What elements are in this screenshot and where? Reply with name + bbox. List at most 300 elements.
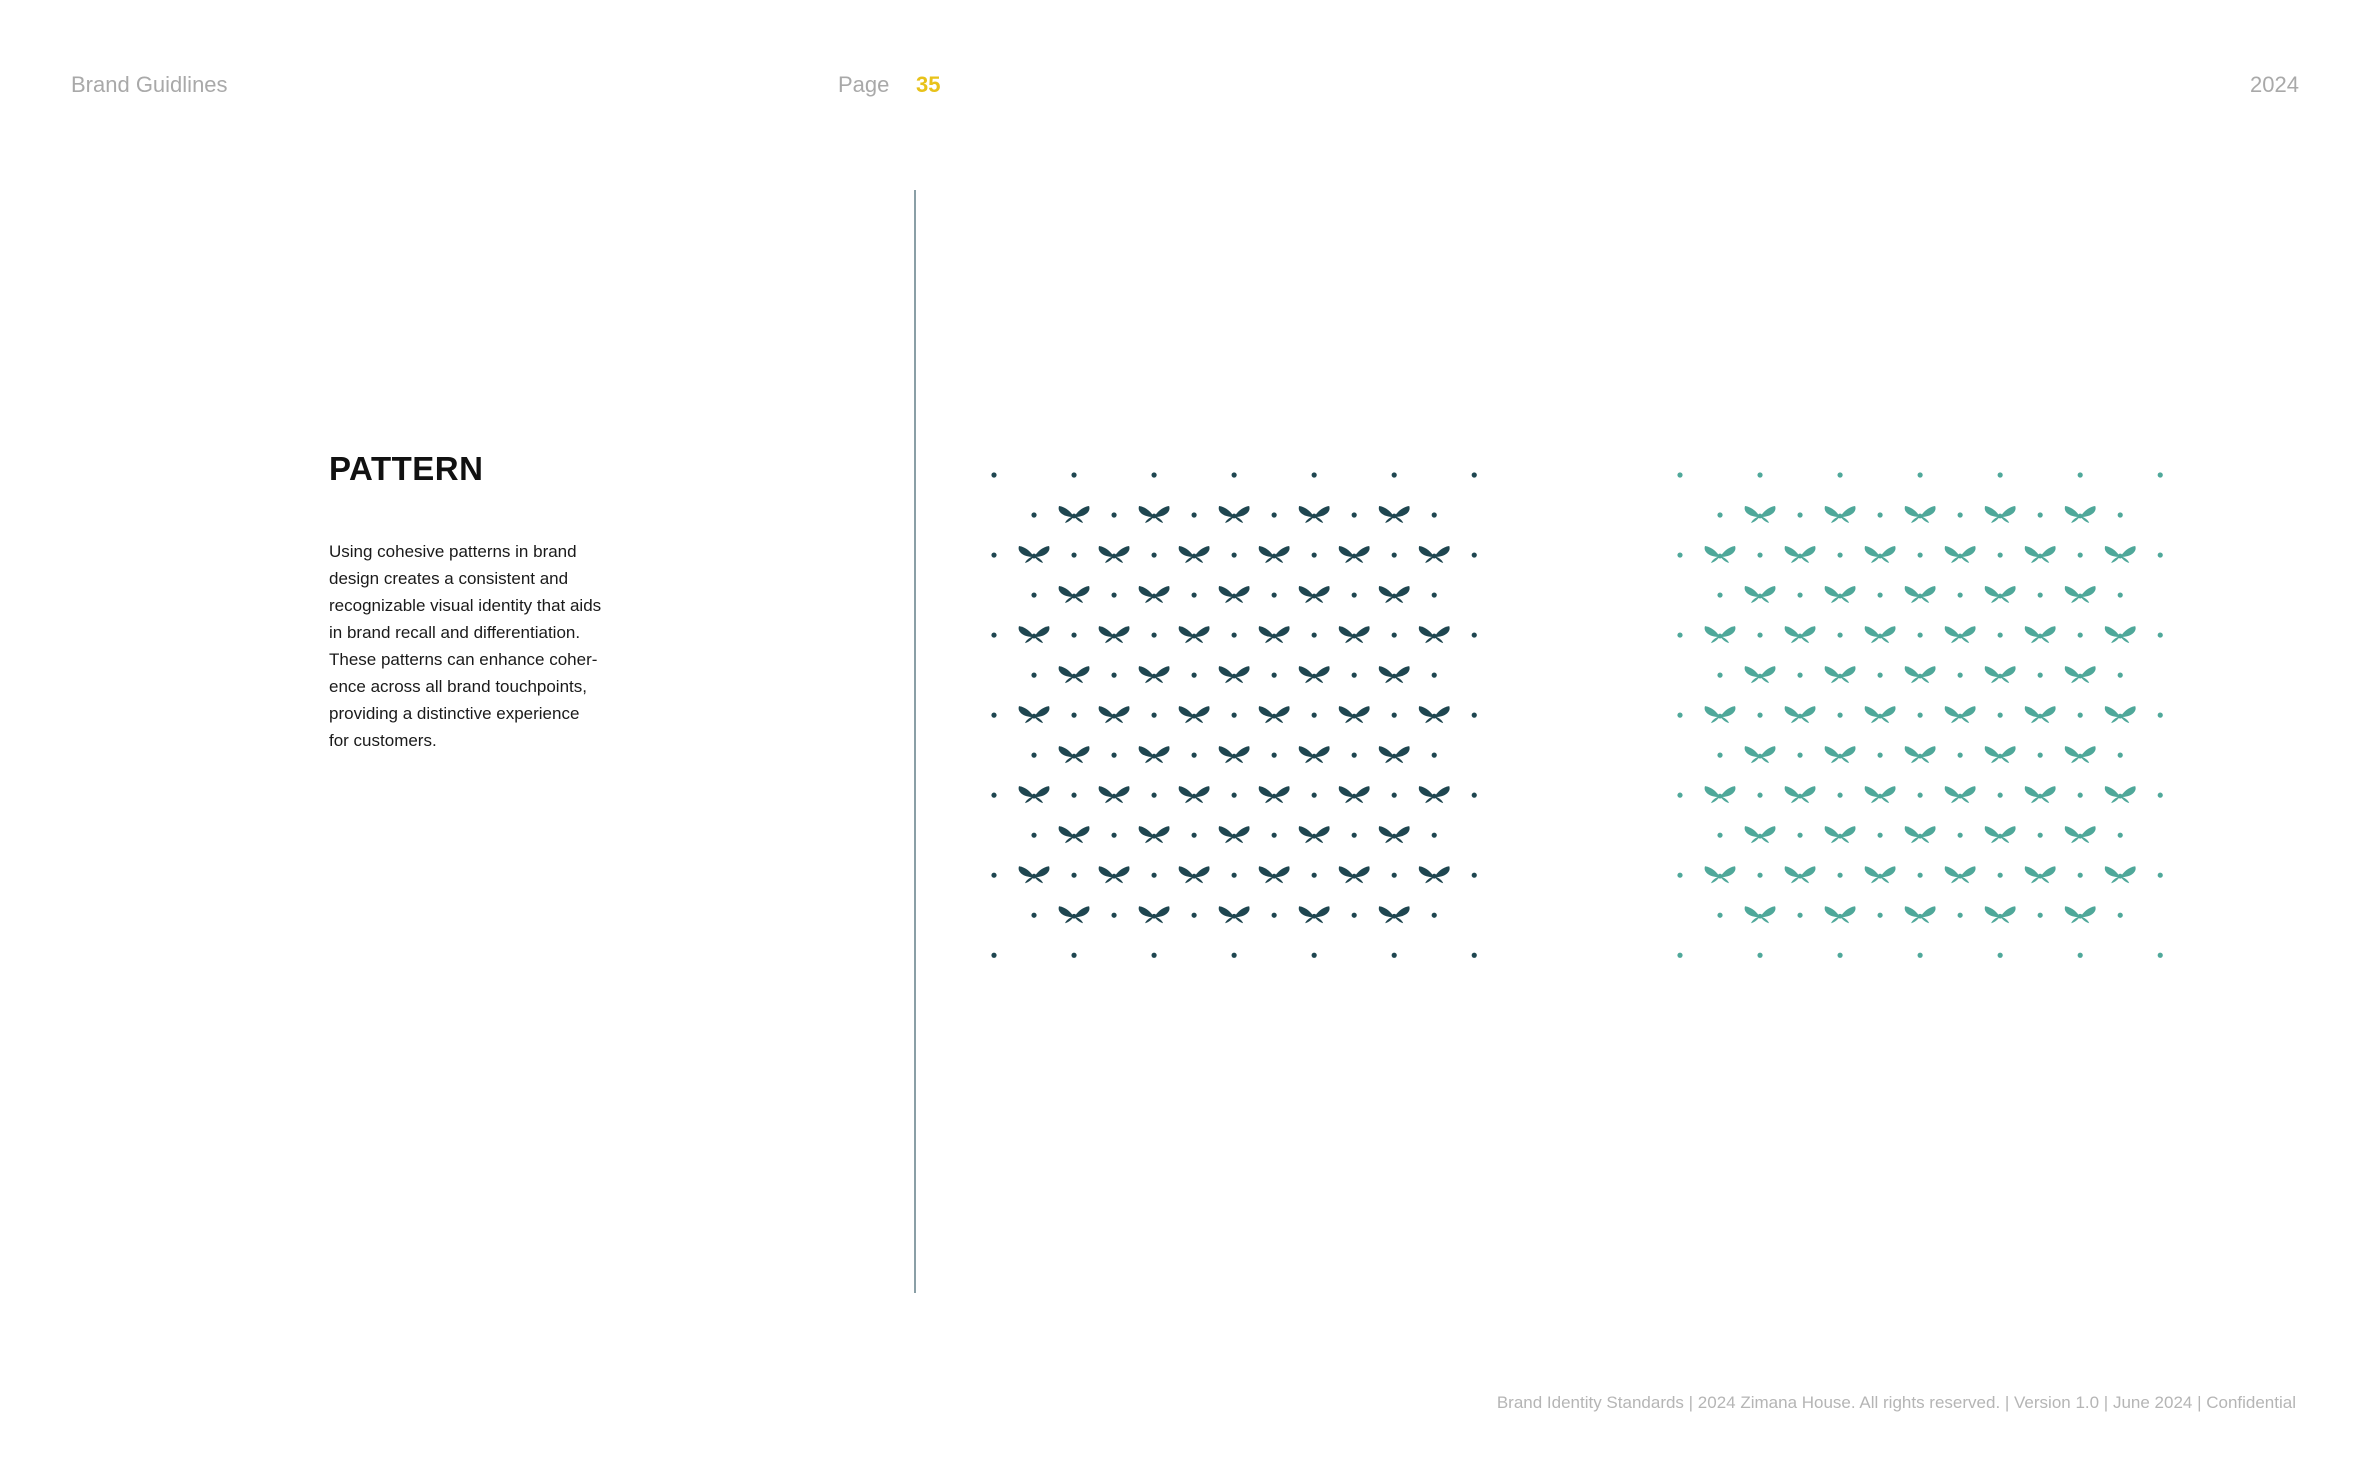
pattern-dot <box>1837 953 1842 958</box>
flower-motif-icon <box>1059 666 1090 683</box>
pattern-dot <box>1757 713 1762 718</box>
flower-motif-icon <box>1299 906 1330 923</box>
pattern-dot <box>1918 953 1923 958</box>
flower-motif-icon <box>1865 626 1896 643</box>
pattern-dot <box>1918 632 1923 637</box>
flower-motif-icon <box>1139 586 1170 603</box>
flower-motif-icon <box>1785 786 1816 803</box>
pattern-dot <box>2038 753 2043 758</box>
pattern-dot <box>1392 632 1397 637</box>
flower-motif-icon <box>1019 626 1050 643</box>
pattern-dot <box>1111 512 1116 517</box>
flower-motif-icon <box>1219 906 1250 923</box>
pattern-dot <box>1432 913 1437 918</box>
body-line: recognizable visual identity that aids <box>329 596 602 615</box>
body-line: design creates a consistent and <box>329 569 569 588</box>
flower-motif-icon <box>1745 586 1776 603</box>
document-title: Brand Guidlines <box>71 72 228 97</box>
pattern-dot <box>1031 512 1036 517</box>
flower-motif-icon <box>1219 666 1250 683</box>
pattern-dot <box>1918 793 1923 798</box>
pattern-dot <box>1192 592 1197 597</box>
flower-motif-icon <box>1179 626 1210 643</box>
pattern-dot <box>1272 913 1277 918</box>
pattern-dot <box>991 472 996 477</box>
pattern-dot <box>1717 592 1722 597</box>
flower-motif-icon <box>1905 666 1936 683</box>
flower-motif-icon <box>1785 866 1816 883</box>
pattern-dot <box>2078 873 2083 878</box>
pattern-dot <box>1797 592 1802 597</box>
pattern-dot <box>991 713 996 718</box>
pattern-dot <box>2118 512 2123 517</box>
flower-motif-icon <box>1825 506 1856 523</box>
pattern-dot <box>2038 592 2043 597</box>
pattern-dot <box>2158 713 2163 718</box>
body-line: for customers. <box>329 731 437 750</box>
flower-motif-icon <box>1705 626 1736 643</box>
pattern-dot <box>1111 913 1116 918</box>
pattern-dot <box>991 552 996 557</box>
pattern-dot <box>2038 833 2043 838</box>
pattern-dot <box>1312 713 1317 718</box>
pattern-dark <box>984 465 1524 1005</box>
pattern-dot <box>1272 592 1277 597</box>
pattern-dot <box>1352 913 1357 918</box>
pattern-dot <box>1472 552 1477 557</box>
flower-motif-icon <box>1985 506 2016 523</box>
pattern-dot <box>2158 472 2163 477</box>
flower-motif-icon <box>1419 866 1450 883</box>
flower-motif-icon <box>1099 706 1130 723</box>
flower-motif-icon <box>2025 706 2056 723</box>
pattern-dot <box>2078 793 2083 798</box>
pattern-dot <box>2158 873 2163 878</box>
pattern-dot <box>1958 913 1963 918</box>
flower-motif-icon <box>1419 626 1450 643</box>
pattern-dot <box>1837 472 1842 477</box>
pattern-dot <box>1232 632 1237 637</box>
flower-motif-icon <box>2025 786 2056 803</box>
flower-motif-icon <box>1379 666 1410 683</box>
pattern-dot <box>1071 793 1076 798</box>
pattern-dot <box>1757 632 1762 637</box>
flower-motif-icon <box>1339 866 1370 883</box>
flower-motif-icon <box>1905 506 1936 523</box>
pattern-dot <box>1918 472 1923 477</box>
flower-motif-icon <box>1299 586 1330 603</box>
flower-motif-icon <box>1419 706 1450 723</box>
pattern-dot <box>1031 592 1036 597</box>
flower-motif-icon <box>2065 746 2096 763</box>
pattern-dot <box>1677 953 1682 958</box>
flower-motif-icon <box>2105 866 2136 883</box>
flower-motif-icon <box>1825 666 1856 683</box>
pattern-dot <box>1151 472 1156 477</box>
flower-motif-icon <box>1019 546 1050 563</box>
pattern-dot <box>1958 673 1963 678</box>
flower-motif-icon <box>1139 746 1170 763</box>
pattern-dot <box>1432 753 1437 758</box>
pattern-dot <box>1352 592 1357 597</box>
flower-motif-icon <box>1945 626 1976 643</box>
pattern-dot <box>1472 632 1477 637</box>
pattern-dot <box>1757 472 1762 477</box>
pattern-dot <box>1392 472 1397 477</box>
pattern-dot <box>1472 713 1477 718</box>
pattern-dot <box>1151 632 1156 637</box>
pattern-dot <box>2038 512 2043 517</box>
flower-motif-icon <box>1299 826 1330 843</box>
pattern-dot <box>1878 913 1883 918</box>
pattern-dot <box>1998 953 2003 958</box>
flower-motif-icon <box>1945 786 1976 803</box>
pattern-dot <box>1677 793 1682 798</box>
pattern-dot <box>1151 873 1156 878</box>
pattern-dot <box>2118 833 2123 838</box>
pattern-dot <box>2038 673 2043 678</box>
pattern-dot <box>1352 673 1357 678</box>
flower-motif-icon <box>1985 906 2016 923</box>
flower-motif-icon <box>1985 746 2016 763</box>
flower-motif-icon <box>1339 546 1370 563</box>
body-line: providing a distinctive experience <box>329 704 580 723</box>
flower-motif-icon <box>1985 826 2016 843</box>
pattern-dot <box>1757 793 1762 798</box>
flower-motif-icon <box>1379 826 1410 843</box>
pattern-dot <box>1392 873 1397 878</box>
flower-motif-icon <box>1139 506 1170 523</box>
pattern-dot <box>1312 552 1317 557</box>
pattern-dot <box>1071 472 1076 477</box>
pattern-dot <box>1031 833 1036 838</box>
pattern-dot <box>1837 793 1842 798</box>
pattern-dot <box>1472 873 1477 878</box>
pattern-dot <box>1432 512 1437 517</box>
flower-motif-icon <box>1945 706 1976 723</box>
pattern-dot <box>1837 552 1842 557</box>
pattern-dot <box>991 632 996 637</box>
body-line: in brand recall and differentiation. <box>329 623 581 642</box>
flower-motif-icon <box>1945 866 1976 883</box>
flower-motif-icon <box>1059 506 1090 523</box>
pattern-dot <box>2118 753 2123 758</box>
flower-motif-icon <box>1299 746 1330 763</box>
flower-motif-icon <box>1785 546 1816 563</box>
pattern-dot <box>1392 713 1397 718</box>
pattern-dot <box>1717 913 1722 918</box>
flower-motif-icon <box>1259 626 1290 643</box>
pattern-dot <box>1151 552 1156 557</box>
pattern-dot <box>1837 713 1842 718</box>
pattern-dot <box>1232 552 1237 557</box>
footer-text: Brand Identity Standards | 2024 Zimana House. All rights reserved. | Version 1.0 | June 2024 | Confidential <box>1496 1393 2296 1412</box>
flower-motif-icon <box>1259 866 1290 883</box>
flower-motif-icon <box>1219 586 1250 603</box>
pattern-dot <box>2078 472 2083 477</box>
pattern-dot <box>2158 632 2163 637</box>
flower-motif-icon <box>1139 666 1170 683</box>
pattern-dot <box>1432 673 1437 678</box>
flower-motif-icon <box>1785 626 1816 643</box>
flower-motif-icon <box>2065 586 2096 603</box>
pattern-dot <box>1878 592 1883 597</box>
flower-motif-icon <box>1379 746 1410 763</box>
flower-motif-icon <box>1219 506 1250 523</box>
pattern-dot <box>1071 953 1076 958</box>
pattern-dot <box>2118 913 2123 918</box>
flower-motif-icon <box>2025 626 2056 643</box>
document-year: 2024 <box>2250 72 2299 97</box>
flower-motif-icon <box>2025 546 2056 563</box>
flower-motif-icon <box>1865 546 1896 563</box>
pattern-dot <box>2158 953 2163 958</box>
flower-motif-icon <box>1179 706 1210 723</box>
pattern-dot <box>1998 713 2003 718</box>
pattern-dot <box>1312 472 1317 477</box>
pattern-dot <box>1352 512 1357 517</box>
pattern-dot <box>1031 913 1036 918</box>
flower-motif-icon <box>1179 866 1210 883</box>
pattern-dot <box>1677 713 1682 718</box>
pattern-dot <box>1192 833 1197 838</box>
flower-motif-icon <box>1945 546 1976 563</box>
pattern-dot <box>1918 873 1923 878</box>
flower-motif-icon <box>1059 906 1090 923</box>
pattern-dot <box>1272 673 1277 678</box>
pattern-dot <box>1757 552 1762 557</box>
pattern-dot <box>1392 793 1397 798</box>
body-line: ence across all brand touchpoints, <box>329 677 587 696</box>
flower-motif-icon <box>1905 906 1936 923</box>
pattern-dot <box>1677 873 1682 878</box>
pattern-dot <box>2158 552 2163 557</box>
flower-motif-icon <box>1299 506 1330 523</box>
flower-motif-icon <box>1059 746 1090 763</box>
flower-motif-icon <box>1705 786 1736 803</box>
flower-motif-icon <box>1825 906 1856 923</box>
pattern-dot <box>1797 833 1802 838</box>
flower-motif-icon <box>1339 786 1370 803</box>
flower-motif-icon <box>1099 866 1130 883</box>
page-number: 35 <box>916 72 941 97</box>
flower-motif-icon <box>1905 826 1936 843</box>
section-body <box>329 538 659 754</box>
pattern-dot <box>1392 552 1397 557</box>
flower-motif-icon <box>1745 506 1776 523</box>
pattern-dot <box>1677 552 1682 557</box>
pattern-dot <box>1312 793 1317 798</box>
flower-motif-icon <box>1059 586 1090 603</box>
flower-motif-icon <box>1745 826 1776 843</box>
pattern-dot <box>1958 512 1963 517</box>
pattern-dot <box>1837 632 1842 637</box>
pattern-dot <box>2158 793 2163 798</box>
pattern-dot <box>991 873 996 878</box>
flower-motif-icon <box>1179 546 1210 563</box>
pattern-dot <box>1918 552 1923 557</box>
pattern-dot <box>1998 793 2003 798</box>
pattern-dot <box>1272 833 1277 838</box>
pattern-dot <box>1797 512 1802 517</box>
flower-motif-icon <box>1825 826 1856 843</box>
body-line: Using cohesive patterns in brand <box>329 542 577 561</box>
flower-motif-icon <box>1299 666 1330 683</box>
pattern-dot <box>1717 753 1722 758</box>
pattern-dot <box>1111 592 1116 597</box>
flower-motif-icon <box>1705 866 1736 883</box>
pattern-dot <box>1312 953 1317 958</box>
pattern-dot <box>1757 873 1762 878</box>
pattern-dot <box>2118 673 2123 678</box>
pattern-dot <box>1071 713 1076 718</box>
pattern-dot <box>2078 713 2083 718</box>
pattern-dot <box>1878 753 1883 758</box>
flower-motif-icon <box>1905 746 1936 763</box>
pattern-dot <box>1151 793 1156 798</box>
pattern-dot <box>1312 873 1317 878</box>
flower-motif-icon <box>1139 906 1170 923</box>
pattern-dot <box>1111 833 1116 838</box>
pattern-dot <box>1432 833 1437 838</box>
flower-motif-icon <box>1745 746 1776 763</box>
pattern-dot <box>1472 793 1477 798</box>
pattern-dot <box>1998 552 2003 557</box>
pattern-dot <box>1958 753 1963 758</box>
flower-motif-icon <box>2105 786 2136 803</box>
flower-motif-icon <box>2105 546 2136 563</box>
pattern-teal <box>1670 465 2210 1005</box>
flower-motif-icon <box>1825 586 1856 603</box>
flower-motif-icon <box>1865 866 1896 883</box>
pattern-dot <box>1797 753 1802 758</box>
pattern-dot <box>1998 873 2003 878</box>
flower-motif-icon <box>1099 626 1130 643</box>
pattern-dot <box>1717 512 1722 517</box>
flower-motif-icon <box>1259 546 1290 563</box>
flower-motif-icon <box>1259 706 1290 723</box>
pattern-dot <box>1272 753 1277 758</box>
vertical-divider <box>914 190 916 1293</box>
flower-motif-icon <box>1379 906 1410 923</box>
flower-motif-icon <box>1019 866 1050 883</box>
pattern-dot <box>991 793 996 798</box>
flower-motif-icon <box>1985 666 2016 683</box>
flower-motif-icon <box>1019 706 1050 723</box>
pattern-dot <box>1192 913 1197 918</box>
pattern-dot <box>1797 673 1802 678</box>
page-label: Page <box>838 72 890 97</box>
flower-motif-icon <box>1379 506 1410 523</box>
pattern-dot <box>1031 753 1036 758</box>
pattern-dot <box>1998 472 2003 477</box>
pattern-dot <box>1757 953 1762 958</box>
flower-motif-icon <box>2025 866 2056 883</box>
flower-motif-icon <box>1905 586 1936 603</box>
flower-motif-icon <box>1745 906 1776 923</box>
flower-motif-icon <box>2065 826 2096 843</box>
flower-motif-icon <box>1785 706 1816 723</box>
pattern-dot <box>1312 632 1317 637</box>
pattern-dot <box>2078 953 2083 958</box>
flower-motif-icon <box>1219 746 1250 763</box>
pattern-dot <box>1192 512 1197 517</box>
pattern-dot <box>1472 472 1477 477</box>
flower-motif-icon <box>1745 666 1776 683</box>
flower-motif-icon <box>1825 746 1856 763</box>
flower-motif-icon <box>1139 826 1170 843</box>
pattern-dot <box>1071 632 1076 637</box>
flower-motif-icon <box>1339 706 1370 723</box>
flower-motif-icon <box>1259 786 1290 803</box>
pattern-dot <box>1232 793 1237 798</box>
flower-motif-icon <box>1339 626 1370 643</box>
pattern-dot <box>1192 673 1197 678</box>
pattern-dot <box>1878 673 1883 678</box>
pattern-dot <box>1031 673 1036 678</box>
pattern-dot <box>1232 472 1237 477</box>
flower-motif-icon <box>1865 706 1896 723</box>
pattern-dot <box>1192 753 1197 758</box>
pattern-dot <box>1232 713 1237 718</box>
pattern-dot <box>991 953 996 958</box>
pattern-dot <box>1837 873 1842 878</box>
flower-motif-icon <box>1219 826 1250 843</box>
flower-motif-icon <box>1865 786 1896 803</box>
pattern-dot <box>1111 753 1116 758</box>
pattern-dot <box>1071 552 1076 557</box>
flower-motif-icon <box>1705 706 1736 723</box>
flower-motif-icon <box>2065 506 2096 523</box>
pattern-dot <box>2118 592 2123 597</box>
pattern-dot <box>1878 512 1883 517</box>
pattern-dot <box>1111 673 1116 678</box>
body-line: These patterns can enhance coher- <box>329 650 598 669</box>
pattern-dot <box>2038 913 2043 918</box>
flower-motif-icon <box>1019 786 1050 803</box>
pattern-dot <box>1232 953 1237 958</box>
pattern-dot <box>1958 592 1963 597</box>
section-title: PATTERN <box>329 450 484 487</box>
flower-motif-icon <box>1099 786 1130 803</box>
pattern-dot <box>1472 953 1477 958</box>
flower-motif-icon <box>1179 786 1210 803</box>
pattern-dot <box>1432 592 1437 597</box>
pattern-dot <box>1352 753 1357 758</box>
flower-motif-icon <box>1059 826 1090 843</box>
flower-motif-icon <box>2065 906 2096 923</box>
flower-motif-icon <box>1379 586 1410 603</box>
pattern-dot <box>1918 713 1923 718</box>
pattern-dot <box>1151 713 1156 718</box>
pattern-dot <box>1998 632 2003 637</box>
flower-motif-icon <box>1985 586 2016 603</box>
pattern-dot <box>2078 632 2083 637</box>
pattern-dot <box>1272 512 1277 517</box>
pattern-dot <box>2078 552 2083 557</box>
pattern-dot <box>1958 833 1963 838</box>
flower-motif-icon <box>1705 546 1736 563</box>
flower-motif-icon <box>2105 626 2136 643</box>
flower-motif-icon <box>2105 706 2136 723</box>
pattern-dot <box>1677 632 1682 637</box>
pattern-dot <box>1352 833 1357 838</box>
flower-motif-icon <box>1419 786 1450 803</box>
pattern-dot <box>1392 953 1397 958</box>
pattern-dot <box>1878 833 1883 838</box>
pattern-dot <box>1797 913 1802 918</box>
pattern-dot <box>1717 833 1722 838</box>
